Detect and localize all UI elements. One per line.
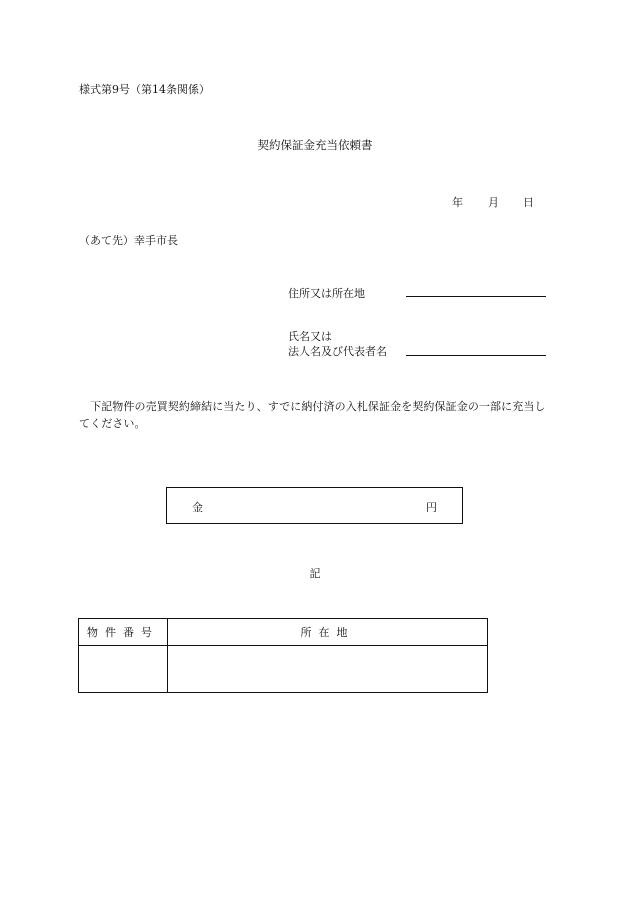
name-label-line2: 法人名及び代表者名 bbox=[288, 345, 387, 358]
form-number: 様式第9号（第14条関係） bbox=[79, 83, 210, 96]
date-year-label: 年 bbox=[452, 196, 463, 209]
amount-label: 金 bbox=[192, 501, 203, 514]
amount-unit: 円 bbox=[426, 501, 437, 514]
name-label-line1: 氏名又は bbox=[288, 330, 332, 343]
table-row bbox=[79, 646, 488, 693]
name-field-line[interactable] bbox=[406, 355, 546, 356]
addressee: （あて先）幸手市長 bbox=[79, 234, 178, 247]
document-title: 契約保証金充当依頼書 bbox=[257, 138, 373, 152]
amount-box[interactable] bbox=[166, 487, 463, 524]
date-day-label: 日 bbox=[523, 196, 534, 209]
property-number-cell[interactable] bbox=[79, 646, 168, 693]
address-field-line[interactable] bbox=[406, 296, 546, 297]
table-header-row bbox=[79, 619, 488, 646]
header-property-number: 物件番号 bbox=[79, 619, 168, 646]
property-table bbox=[78, 618, 488, 693]
ki-heading: 記 bbox=[309, 567, 321, 580]
request-body-text: 下記物件の売買契約締結に当たり、すでに納付済の入札保証金を契約保証金の一部に充当してください。 bbox=[79, 400, 546, 430]
location-cell[interactable] bbox=[168, 646, 488, 693]
header-location: 所在地 bbox=[168, 619, 488, 646]
address-label: 住所又は所在地 bbox=[288, 287, 365, 300]
date-month-label: 月 bbox=[488, 196, 499, 209]
